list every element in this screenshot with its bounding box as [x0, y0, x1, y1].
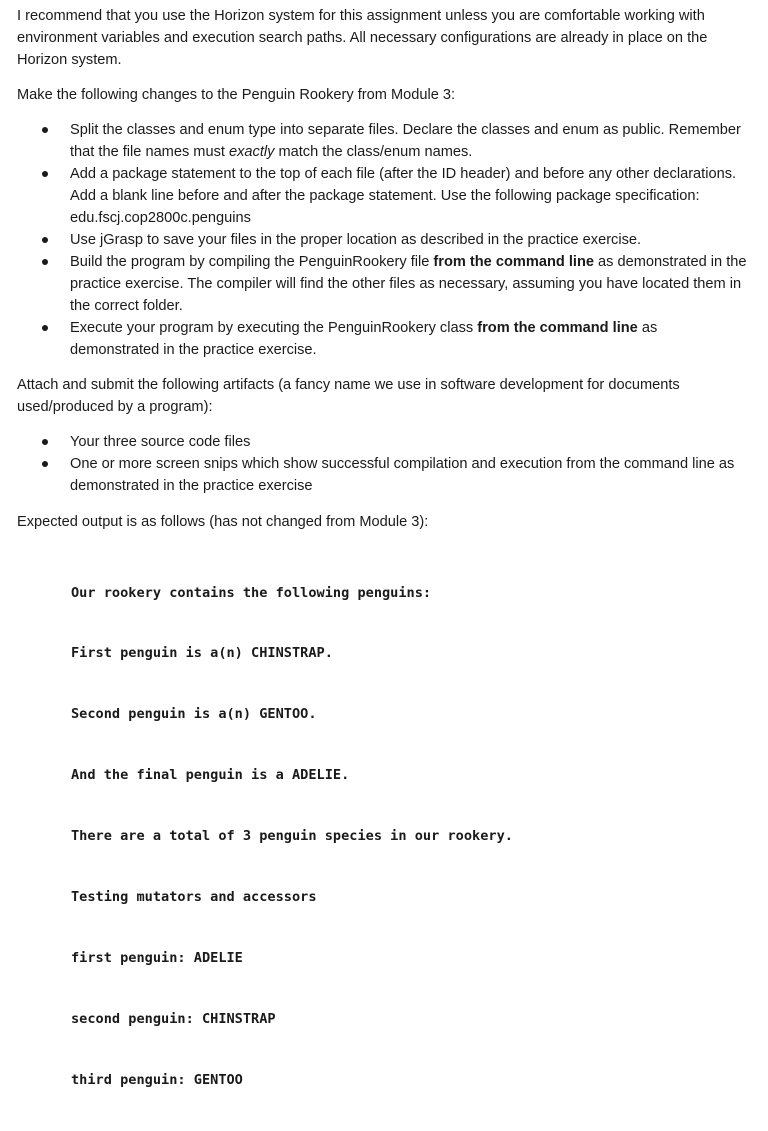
bullet-icon [42, 325, 48, 331]
output-line: Second penguin is a(n) GENTOO. [71, 706, 317, 723]
bullet-icon [42, 171, 48, 177]
output-line: Testing mutators and accessors [71, 889, 317, 906]
list-item-text: as demonstrated in the practice exercise. The compiler will find the other files as necessary, assuming you have located them in the correct folder. [70, 254, 747, 314]
changes-lead-paragraph: Make the following changes to the Penguin Rookery from Module 3: [17, 87, 456, 103]
bullet-icon [42, 439, 48, 445]
list-item [0, 453, 750, 497]
bullet-icon [42, 237, 48, 243]
list-item-text: as demonstrated in the practice exercise. [70, 320, 658, 358]
bullet-icon [42, 461, 48, 467]
list-item-text: Add a package statement to the top of each file (after the ID header) and before any other declarations. Add a blank line before and after the package statement. Use the following package specification: edu.fscj.cop2800c.penguins [70, 166, 737, 226]
artifacts-lead-paragraph: Attach and submit the following artifacts (a fancy name we use in software development for documents used/produced by a program): [17, 377, 680, 415]
output-line: third penguin: GENTOO [71, 1071, 243, 1088]
list-item [0, 317, 750, 361]
bullet-icon [42, 127, 48, 133]
output-line: And the final penguin is a ADELIE. [71, 767, 350, 784]
list-item [0, 431, 750, 453]
emphasis-text: exactly [229, 144, 275, 160]
list-item-text: Use jGrasp to save your files in the proper location as described in the practice exercise. [70, 232, 642, 248]
list-item [0, 163, 750, 229]
expected-output-block [71, 542, 513, 1131]
output-line: First penguin is a(n) CHINSTRAP. [71, 645, 333, 662]
bold-text: from the command line [477, 320, 638, 336]
intro-paragraph: I recommend that you use the Horizon system for this assignment unless you are comfortable working with environment variables and execution search paths. All necessary configurations are already in place on the Horizon system. [17, 8, 708, 68]
expected-lead-paragraph: Expected output is as follows (has not changed from Module 3): [17, 514, 429, 530]
list-item-text: Your three source code files [70, 434, 251, 450]
changes-list [0, 119, 750, 361]
list-item-text: Execute your program by executing the PenguinRookery class [70, 320, 478, 336]
list-item-text: Split the classes and enum type into separate files. Declare the classes and enum as public. Remember that the file names must [70, 122, 741, 160]
list-item-text: Build the program by compiling the PenguinRookery file [70, 254, 434, 270]
list-item [0, 251, 750, 317]
list-item [0, 229, 750, 251]
list-item-text: match the class/enum names. [274, 144, 473, 160]
output-line: second penguin: CHINSTRAP [71, 1010, 276, 1027]
output-line: There are a total of 3 penguin species in our rookery. [71, 828, 513, 845]
bold-text: from the command line [433, 254, 594, 270]
output-line: Our rookery contains the following penguins: [71, 584, 432, 601]
output-line: first penguin: ADELIE [71, 949, 243, 966]
artifacts-list [0, 431, 750, 497]
bullet-icon [42, 259, 48, 265]
list-item-text: One or more screen snips which show successful compilation and execution from the command line as demonstrated in the practice exercise [70, 456, 735, 494]
list-item [0, 119, 750, 163]
